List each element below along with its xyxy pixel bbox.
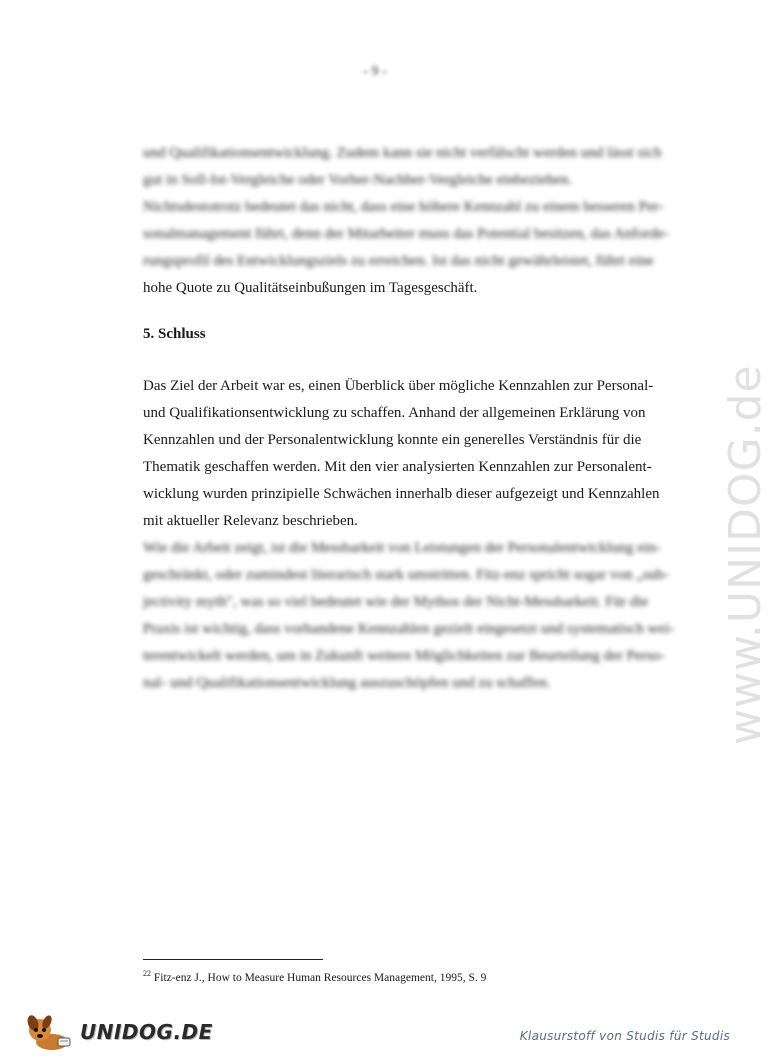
blurred-line: nal- und Qualifikationsentwicklung auszuschöpfen und zu schaffen. [143, 675, 551, 691]
blurred-line: jectivity myth", was so viel bedeutet wie der Mythos der Nicht-Messbarkeit. Für die [143, 594, 649, 610]
blurred-line: Praxis ist wichtig, dass vorhandene Kennzahlen gezielt eingesetzt und systematisch wei- [143, 621, 675, 637]
dog-mascot-icon [22, 1012, 78, 1052]
paragraph-continuation [143, 140, 669, 302]
blurred-line: gut in Soll-Ist-Vergleiche oder Vorher-Nachher-Vergleiche einbeziehen. [143, 172, 572, 188]
blurred-line: Wie die Arbeit zeigt, ist die Messbarkeit von Leistungen der Personalentwicklung ein- [143, 540, 661, 556]
text-line: und Qualifikationsentwicklung zu schaffen. Anhand der allgemeinen Erklärung von [143, 405, 646, 421]
blurred-line: und Qualifikationsentwicklung. Zudem kann sie nicht verfälscht werden und lässt sich [143, 145, 662, 161]
text-line: Kennzahlen und der Personalentwicklung konnte ein generelles Verständnis für die [143, 432, 642, 448]
footnote-text: Fitz-enz J., How to Measure Human Resources Management, 1995, S. 9 [151, 971, 487, 984]
footnote-divider [143, 959, 323, 960]
blurred-line: rungsprofil des Entwicklungsziels zu erreichen. Ist das nicht gewährleistet, führt eine [143, 253, 654, 269]
footer-tagline: Klausurstoff von Studis für Studis [519, 1029, 730, 1043]
unidog-logo[interactable] [22, 1012, 213, 1052]
text-line: hohe Quote zu Qualitätseinbußungen im Tagesgeschäft. [143, 280, 478, 296]
section-heading: 5. Schluss [143, 326, 206, 342]
logo-text: UNIDOG.DE [80, 1020, 213, 1044]
blurred-line: sonalmanagement führt, denn der Mitarbeiter muss das Potential besitzen, das Anforde- [143, 226, 669, 242]
text-line: wicklung wurden prinzipielle Schwächen innerhalb dieser aufgezeigt und Kennzahlen [143, 486, 660, 502]
text-line: Das Ziel der Arbeit war es, einen Überblick über mögliche Kennzahlen zur Personal- [143, 378, 654, 394]
text-line: Thematik geschaffen werden. Mit den vier analysierten Kennzahlen zur Personalent- [143, 459, 652, 475]
paragraph-conclusion [143, 373, 675, 697]
watermark-text: www.UNIDOG.de [720, 364, 771, 745]
blurred-line: geschränkt, oder zumindest literarisch stark umstritten. Fitz-enz spricht sogar von „sub- [143, 567, 669, 583]
footnote [143, 966, 486, 986]
footnote-marker: 22 [143, 969, 151, 978]
text-line: mit aktueller Relevanz beschrieben. [143, 513, 358, 529]
blurred-line: Nichtsdestotrotz bedeutet das nicht, dass eine höhere Kennzahl zu einem besseren Per- [143, 199, 664, 215]
page-number: - 9 - [363, 64, 387, 79]
blurred-line: terentwickelt werden, um in Zukunft weitere Möglichkeiten zur Beurteilung der Perso- [143, 648, 665, 664]
